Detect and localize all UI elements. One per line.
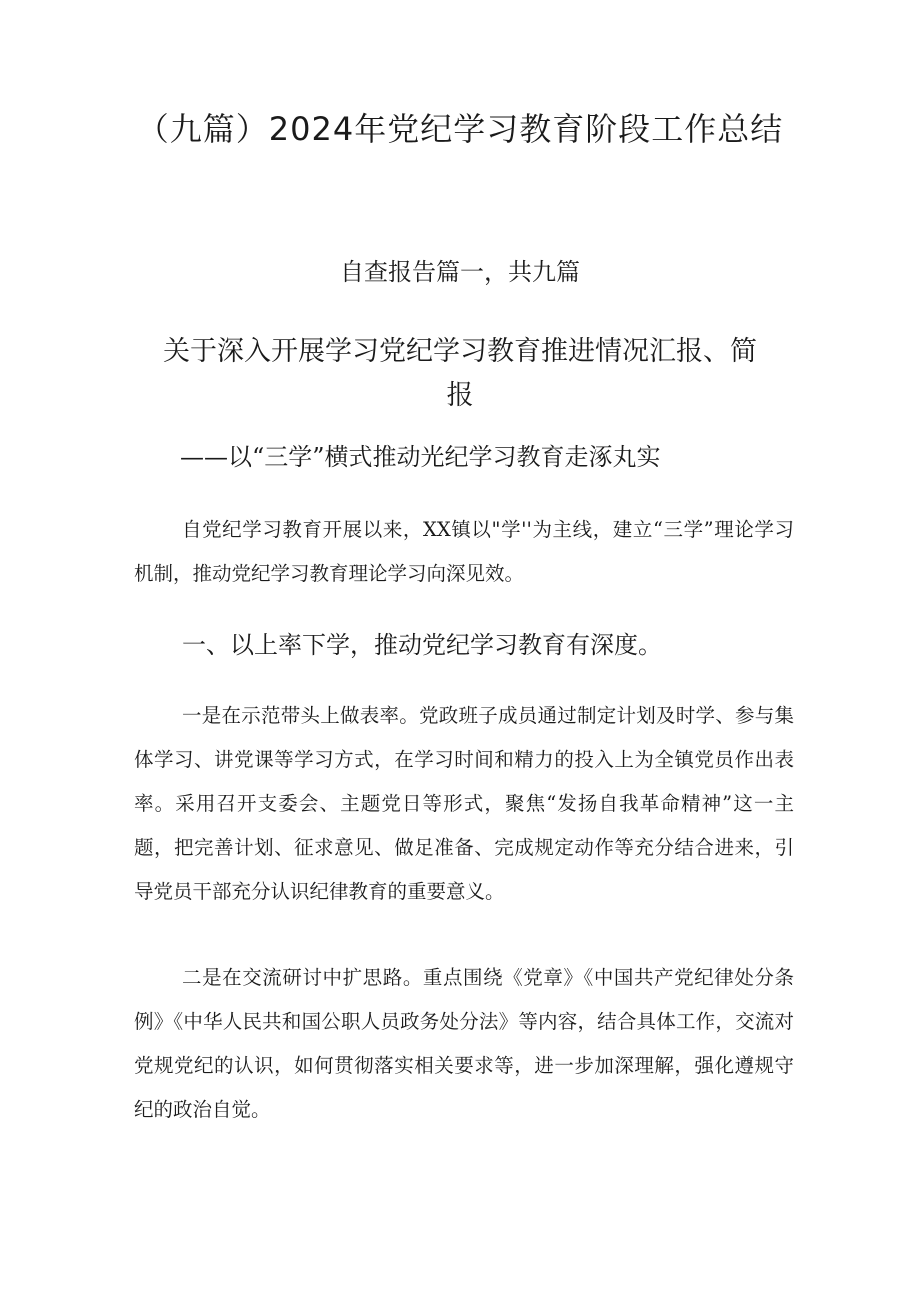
intro-paragraph: 自党纪学习教育开展以来，XX镇以"学''为主线，建立“三学”理论学习机制，推动党纪学习教育理论学习向深见效。 (134, 518, 794, 585)
body-paragraph: 一是在示范带头上做表率。党政班子成员通过制定计划及时学、参与集体学习、讲党课等学习方式，在学习时间和精力的投入上为全镇党员作出表率。采用召开支委会、主题党日等形式，聚焦“发扬自我革命精神”这一主题，把完善计划、征求意见、做足准备、完成规定动作等充分结合进来，引导党员干部充分认识纪律教育的重要意义。 (134, 704, 794, 903)
article-title: 关于深入开展学习党纪学习教育推进情况汇报、简报 (163, 336, 757, 411)
document-title: （九篇）2024年党纪学习教育阶段工作总结 (136, 110, 784, 148)
article-byline: ——以“三学”横式推动光纪学习教育走涿丸实 (180, 443, 661, 471)
body-paragraph: 二是在交流研讨中扩思路。重点围绕《党章》《中国共产党纪律处分条例》《中华人民共和国公职人员政务处分法》等内容，结合具体工作，交流对党规党纪的认识，如何贯彻落实相关要求等，进一步加深理解，强化遵规守纪的政治自觉。 (134, 966, 794, 1121)
section-heading-1: 一、以上率下学，推动党纪学习教育有深度。 (182, 631, 662, 659)
document-subtitle: 自查报告篇一，共九篇 (340, 258, 580, 286)
